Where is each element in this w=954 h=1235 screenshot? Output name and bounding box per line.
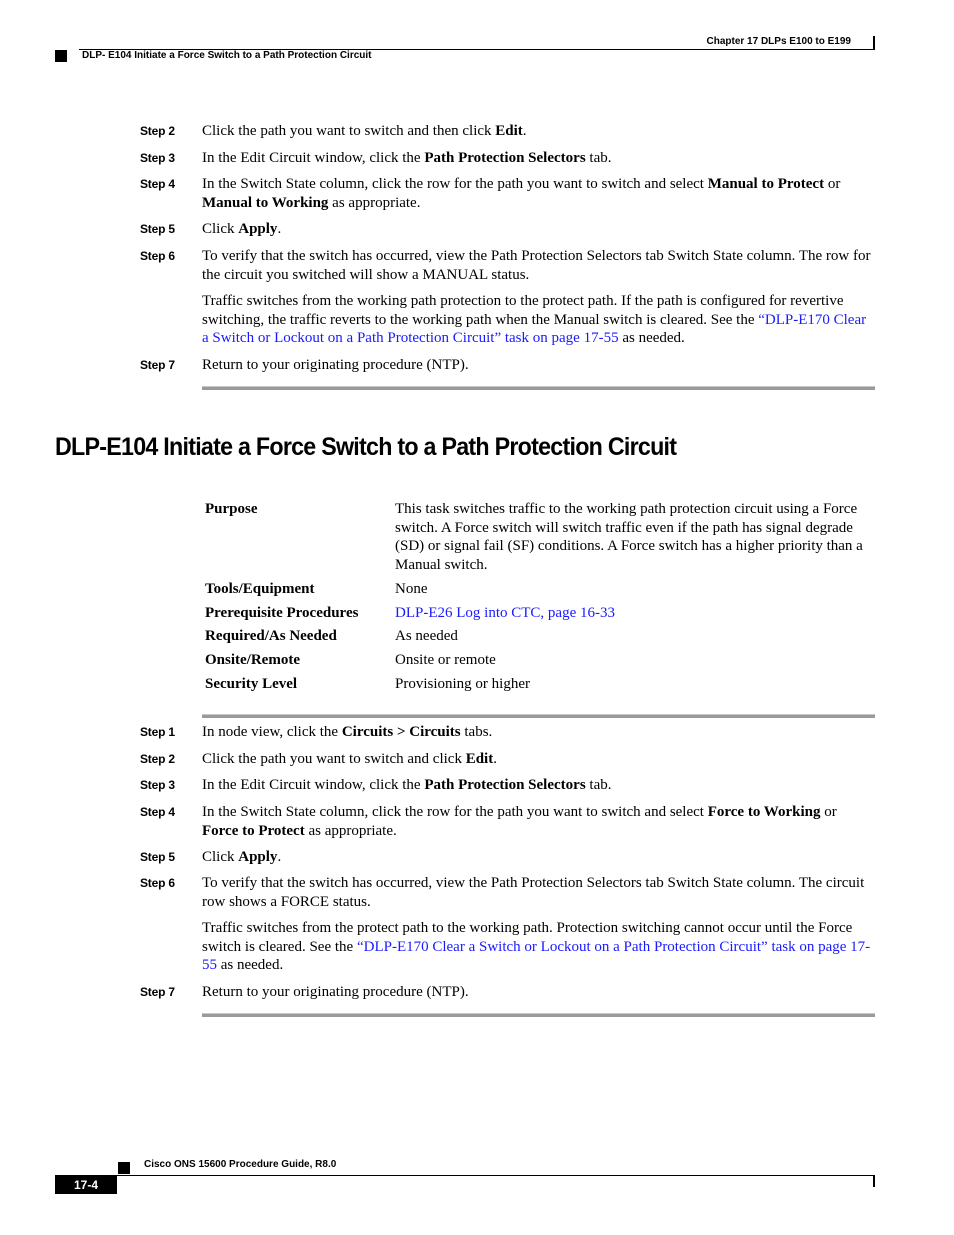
row-key: Prerequisite Procedures [205, 604, 359, 621]
step-text: In the Edit Circuit window, click the Path Protection Selectors tab. [202, 150, 612, 166]
table-row [202, 500, 875, 580]
table-row [202, 651, 875, 675]
dlp-e170-link[interactable]: “DLP-E170 Clear a Switch or Lockout on a Path Protection Circuit” task on page 17-55 [202, 938, 871, 974]
step-label: Step 4 [140, 805, 175, 819]
row-value: Provisioning or higher [395, 675, 530, 692]
step-label: Step 5 [140, 222, 175, 236]
step-text: Return to your originating procedure (NTP). [202, 357, 469, 373]
header-block-marker [55, 50, 67, 62]
row-value [392, 604, 875, 628]
step-text: In the Switch State column, click the row for the path you want to switch and select Force to Working or Force to Protect as appropriate. [202, 804, 837, 839]
step-label: Step 6 [140, 876, 175, 890]
step-label: Step 7 [140, 985, 175, 999]
table-row [202, 580, 875, 604]
step-label: Step 6 [140, 249, 175, 263]
table-end-rule [202, 714, 875, 718]
row-key: Required/As Needed [205, 628, 337, 645]
prerequisite-link[interactable]: DLP-E26 Log into CTC, page 16-33 [395, 604, 615, 621]
task-info-table [202, 500, 875, 698]
step-text: Click the path you want to switch and click Edit. [202, 751, 497, 767]
row-key: Onsite/Remote [205, 651, 300, 668]
section-title: DLP-E104 Initiate a Force Switch to a Path Protection Circuit [55, 433, 677, 461]
page-number: 17-4 [55, 1176, 117, 1194]
footer-rule [55, 1175, 875, 1176]
step-text: Return to your originating procedure (NTP). [202, 984, 469, 1000]
step-label: Step 3 [140, 151, 175, 165]
step-text: In the Switch State column, click the row for the path you want to switch and select Manual to Protect or Manual to Working as appropriate. [202, 176, 841, 211]
prev-note-paragraph: Traffic switches from the working path protection to the protect path. If the path is configured for revertive switching, the traffic reverts to the working path when the Manual switch is cleared. See the “DLP-E170 Clear a Switch or Lockout on a Path Protection Circuit” task on page 17-55 as needed. [202, 293, 867, 347]
chapter-header: Chapter 17 DLPs E100 to E199 [706, 36, 851, 47]
note-paragraph: Traffic switches from the protect path to the working path. Protection switching cannot occur until the Force switch is cleared. See the “DLP-E170 Clear a Switch or Lockout on a Path Protection Circuit” task on page 17-55 as needed. [202, 920, 871, 974]
table-row [202, 627, 875, 651]
footer-block-marker [118, 1162, 130, 1174]
step-label: Step 1 [140, 725, 175, 739]
procedure-end-rule [202, 386, 875, 390]
step-text: Click the path you want to switch and then click Edit. [202, 123, 527, 139]
step-text: In the Edit Circuit window, click the Path Protection Selectors tab. [202, 777, 612, 793]
table-row [202, 604, 875, 628]
row-value: This task switches traffic to the working path protection circuit using a Force switch. A Force switch will switch traffic even if the path has signal degrade (SD) or signal fail (SF) conditions. A Force switch has a higher priority than a Manual switch. [395, 501, 863, 574]
step-text: In node view, click the Circuits > Circuits tabs. [202, 724, 493, 740]
procedure-end-rule [202, 1013, 875, 1017]
step-label: Step 2 [140, 124, 175, 138]
row-key: Purpose [205, 501, 258, 517]
header-tick-mark [873, 36, 875, 50]
dlp-e170-link[interactable]: “DLP-E170 Clear a Switch or Lockout on a Path Protection Circuit” task on page 17-55 [202, 311, 867, 347]
footer-tick-mark [873, 1175, 875, 1187]
step-text: Click Apply. [202, 849, 282, 865]
section-header: DLP- E104 Initiate a Force Switch to a Path Protection Circuit [82, 50, 372, 61]
step-label: Step 4 [140, 177, 175, 191]
step-text: To verify that the switch has occurred, view the Path Protection Selectors tab Switch State column. The row for the circuit you switched will show a MANUAL status. [202, 248, 871, 283]
step-label: Step 3 [140, 778, 175, 792]
step-label: Step 2 [140, 752, 175, 766]
step-label: Step 7 [140, 358, 175, 372]
footer-guide-title: Cisco ONS 15600 Procedure Guide, R8.0 [144, 1159, 337, 1170]
row-key: Security Level [205, 675, 298, 692]
step-text: Click Apply. [202, 221, 282, 237]
row-key: Tools/Equipment [205, 580, 315, 597]
row-value: None [395, 580, 428, 597]
step-label: Step 5 [140, 850, 175, 864]
table-row [202, 675, 875, 699]
row-value: As needed [395, 628, 458, 645]
row-value: Onsite or remote [395, 651, 496, 668]
step-text: To verify that the switch has occurred, view the Path Protection Selectors tab Switch State column. The circuit row shows a FORCE status. [202, 875, 865, 910]
